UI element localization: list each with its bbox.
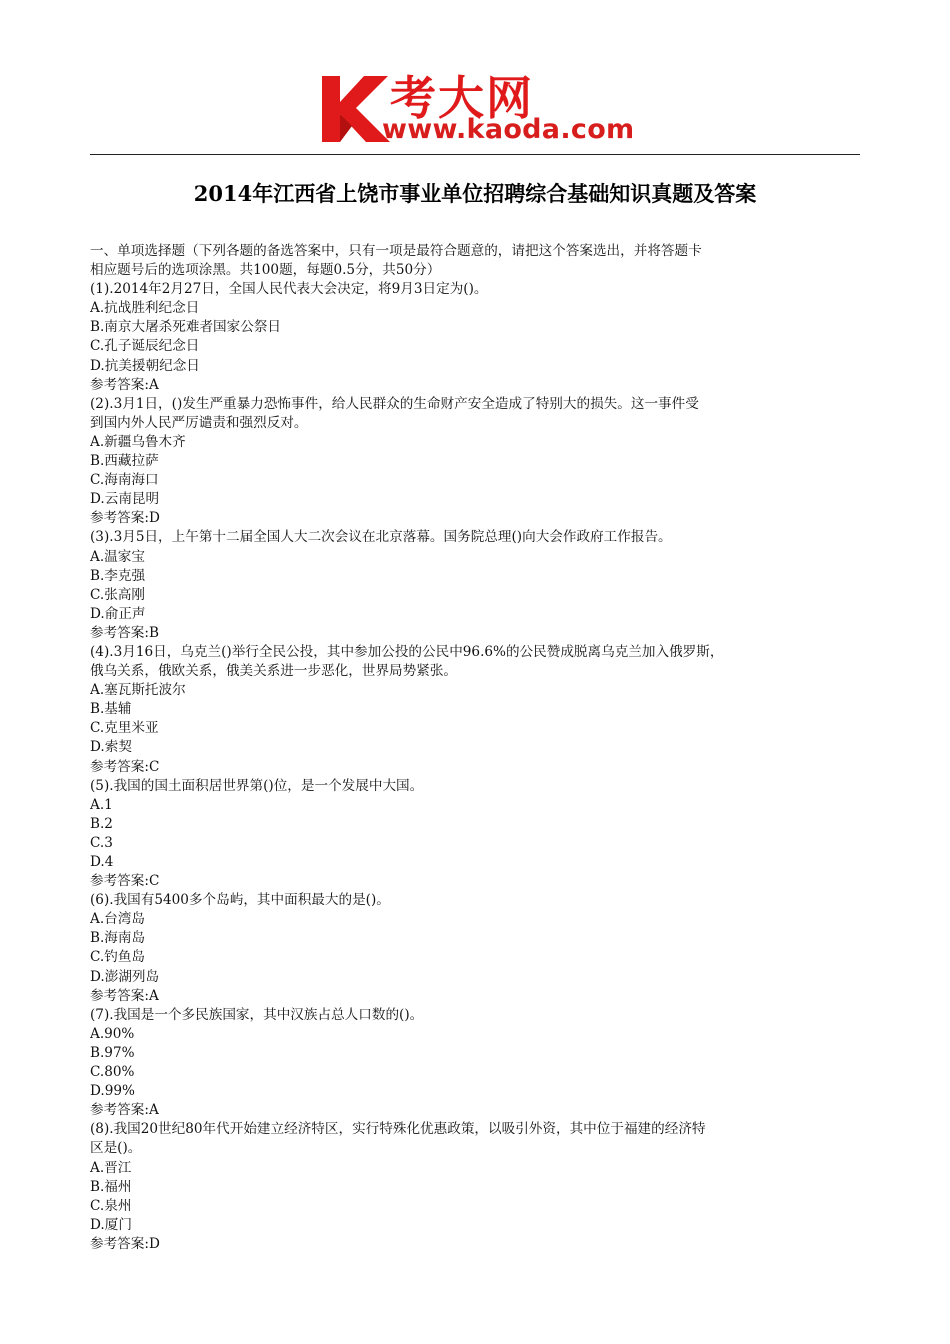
option-b: B.2 — [90, 815, 113, 832]
question-5 — [90, 777, 862, 892]
option-c: C.3 — [90, 834, 113, 851]
question-stem: (7).我国是一个多民族国家，其中汉族占总人口数的()。 — [90, 1006, 424, 1023]
logo-brand-text: 考大网 — [390, 71, 534, 125]
option-a: A.抗战胜利纪念日 — [90, 300, 200, 317]
option-c: C.张高刚 — [90, 586, 146, 603]
option-c: C.孔子诞辰纪念日 — [90, 338, 200, 355]
question-8 — [90, 1120, 862, 1254]
question-stem: (5).我国的国土面积居世界第()位，是一个发展中大国。 — [90, 777, 424, 794]
question-stem: 俄乌关系，俄欧关系，俄美关系进一步恶化，世界局势紧张。 — [90, 663, 458, 680]
option-d: D.4 — [90, 854, 114, 870]
question-stem: (3).3月5日，上午第十二届全国人大二次会议在北京落幕。国务院总理()向大会作政府工作报告。 — [90, 529, 672, 546]
option-d: D.云南昆明 — [90, 491, 160, 508]
answer-line: 参考答案:A — [90, 987, 159, 1004]
question-3 — [90, 528, 862, 643]
option-a: A.塞瓦斯托波尔 — [90, 682, 186, 699]
header-divider — [90, 154, 860, 155]
option-d: D.99% — [90, 1083, 135, 1100]
option-a: A.台湾岛 — [90, 911, 145, 928]
option-b: B.福州 — [90, 1178, 132, 1195]
answer-line: 参考答案:A — [90, 1102, 159, 1119]
option-b: B.基辅 — [90, 701, 132, 718]
document-title: 2014年江西省上饶市事业单位招聘综合基础知识真题及答案 — [193, 181, 757, 206]
question-stem: 区是()。 — [90, 1140, 142, 1157]
option-d: D.厦门 — [90, 1216, 132, 1233]
option-d: D.澎湖列岛 — [90, 968, 160, 985]
option-a: A.新疆乌鲁木齐 — [90, 433, 186, 450]
option-a: A.1 — [90, 796, 113, 813]
option-d: D.俞正声 — [90, 605, 146, 622]
option-a: A.温家宝 — [90, 548, 145, 565]
question-1 — [90, 280, 862, 395]
question-stem: (2).3月1日，()发生严重暴力恐怖事件，给人民群众的生命财产安全造成了特别大的损失。这一事件受 — [90, 395, 699, 412]
section-intro-line: 一、单项选择题（下列各题的备选答案中，只有一项是最符合题意的，请把这个答案选出，并将答题卡 — [90, 243, 702, 259]
answer-line: 参考答案:A — [90, 376, 159, 393]
answer-line: 参考答案:C — [90, 758, 160, 775]
question-stem: (1).2014年2月27日，全国人民代表大会决定，将9月3日定为()。 — [90, 281, 488, 298]
option-c: C.80% — [90, 1064, 135, 1081]
option-b: B.海南岛 — [90, 930, 146, 947]
answer-line: 参考答案:C — [90, 873, 160, 890]
question-2 — [90, 395, 862, 529]
answer-line: 参考答案:B — [90, 624, 159, 641]
option-a: A.晋江 — [90, 1159, 132, 1176]
question-stem: (8).我国20世纪80年代开始建立经济特区，实行特殊化优惠政策，以吸引外资，其中位于福建的经济特 — [90, 1121, 706, 1138]
question-stem: (4).3月16日，乌克兰()举行全民公投，其中参加公投的公民中96.6%的公民赞成脱离乌克兰加入俄罗斯， — [90, 643, 724, 660]
logo-url-text: www.kaoda.com — [382, 114, 635, 145]
answer-line: 参考答案:D — [90, 1235, 160, 1252]
kaoda-logo[interactable] — [318, 68, 638, 150]
option-b: B.西藏拉萨 — [90, 453, 159, 470]
answer-line: 参考答案:D — [90, 510, 160, 527]
option-b: B.南京大屠杀死难者国家公祭日 — [90, 319, 282, 336]
question-stem: 到国内外人民严厉谴责和强烈反对。 — [90, 414, 308, 431]
question-7 — [90, 1006, 862, 1121]
question-6 — [90, 891, 862, 1006]
option-c: C.克里米亚 — [90, 720, 159, 737]
option-c: C.海南海口 — [90, 472, 159, 489]
document-body — [90, 242, 862, 1254]
question-stem: (6).我国有5400多个岛屿，其中面积最大的是()。 — [90, 892, 390, 909]
option-c: C.泉州 — [90, 1197, 132, 1214]
option-c: C.钓鱼岛 — [90, 949, 146, 966]
option-d: D.索契 — [90, 739, 132, 756]
section-intro-line: 相应题号后的选项涂黑。共100题，每题0.5分，共50分） — [90, 262, 441, 279]
option-b: B.97% — [90, 1044, 135, 1061]
option-b: B.李克强 — [90, 567, 146, 584]
option-d: D.抗美援朝纪念日 — [90, 357, 200, 374]
option-a: A.90% — [90, 1025, 135, 1042]
question-4 — [90, 643, 862, 777]
